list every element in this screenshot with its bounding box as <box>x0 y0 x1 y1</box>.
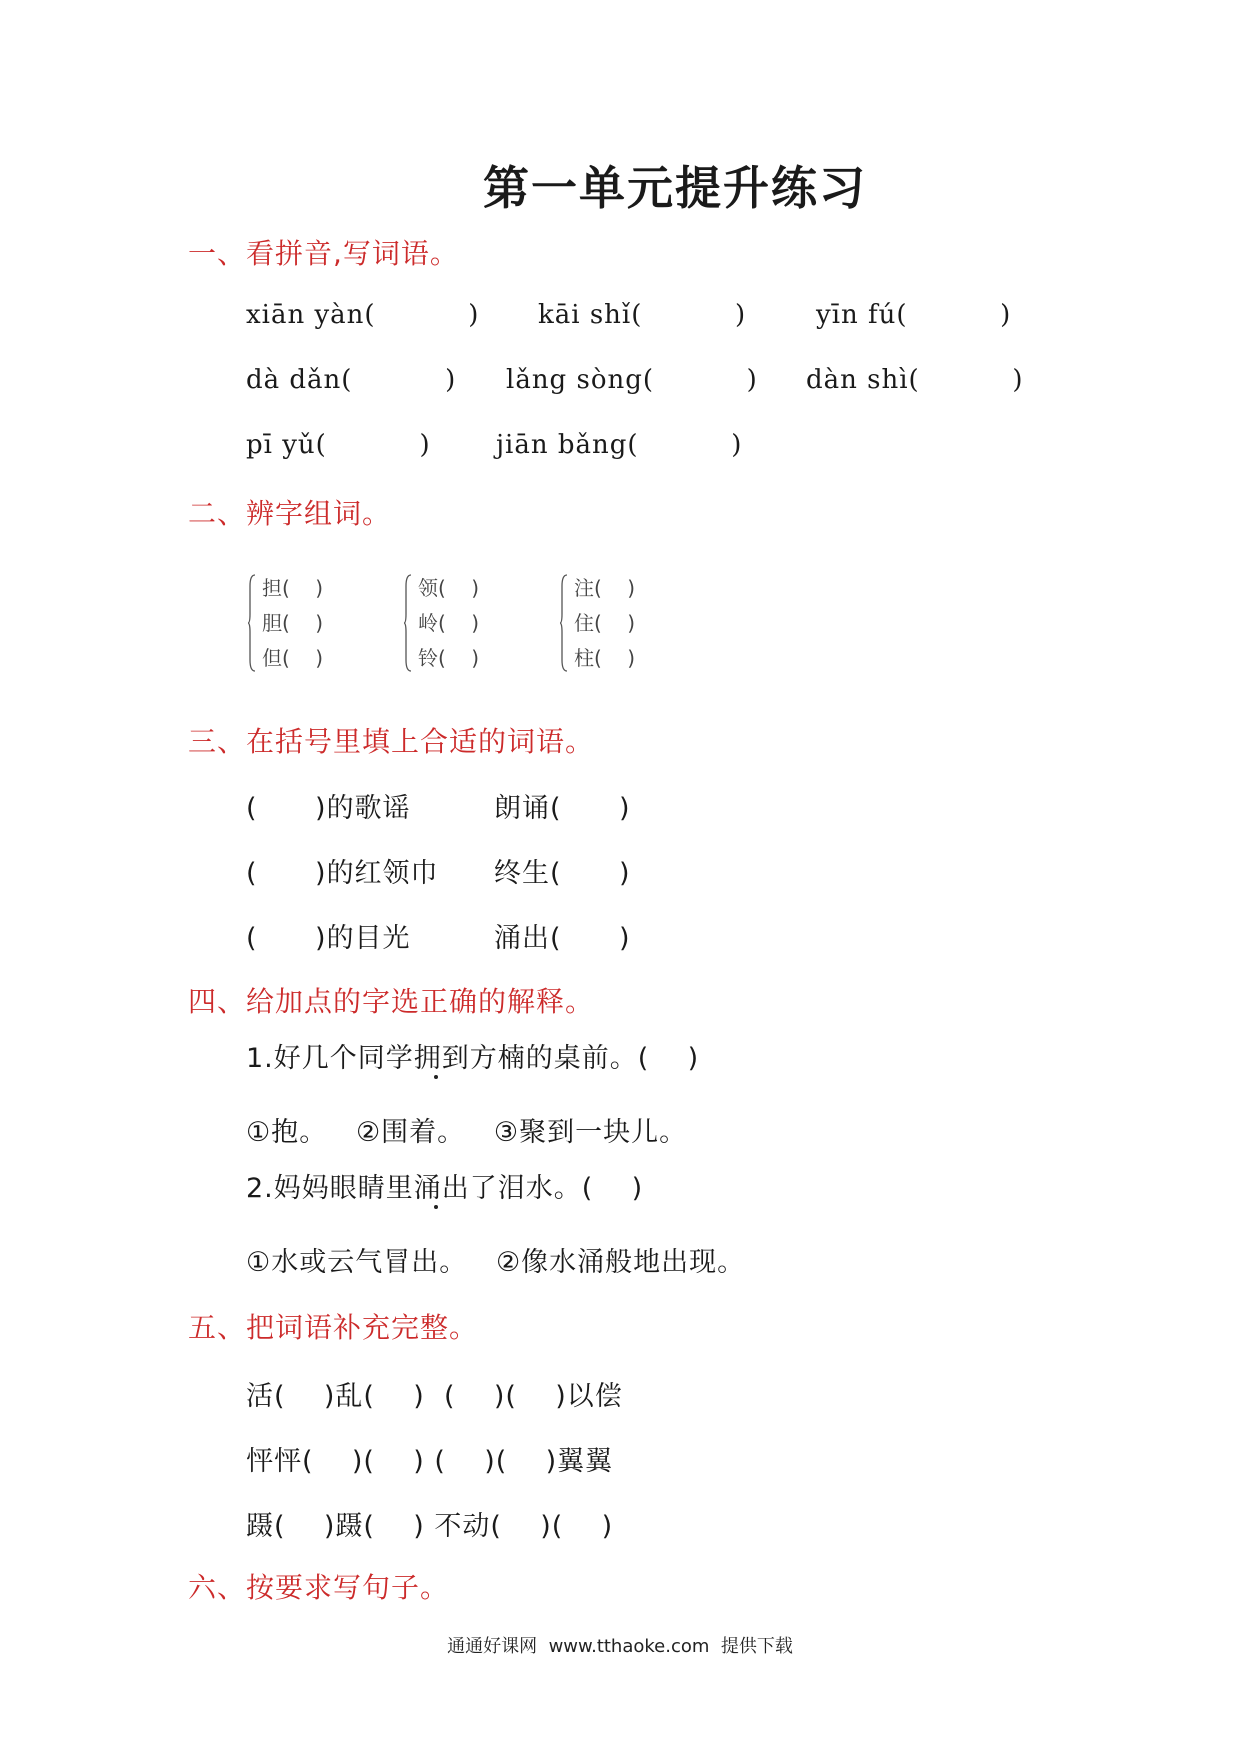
question-1-options: ①抱。 ②围着。 ③聚到一块儿。 <box>246 1117 688 1148</box>
char-item: 注( ) <box>574 576 636 600</box>
pinyin-item: pī yǔ( ) <box>246 430 431 460</box>
page-footer: 通通好课网 www.tthaoke.com 提供下载 <box>447 1636 793 1657</box>
fill-item: ( )的歌谣 <box>246 793 411 824</box>
pinyin-item: jiān bǎng( ) <box>496 430 743 460</box>
pinyin-item: lǎng sòng( ) <box>506 365 758 395</box>
emphasis-dot <box>434 1205 438 1209</box>
fill-item: ( )的红领巾 <box>246 858 439 889</box>
char-group-1 <box>248 572 358 676</box>
section-6-heading: 六、按要求写句子。 <box>188 1571 450 1604</box>
pinyin-item: dàn shì( ) <box>806 365 1024 395</box>
char-item: 胆( ) <box>262 611 324 635</box>
fill-item: 涌出( ) <box>494 923 631 954</box>
fill-item: 终生( ) <box>494 858 631 889</box>
char-item: 领( ) <box>418 576 480 600</box>
fill-item: 朗诵( ) <box>494 793 631 824</box>
section-4-heading: 四、给加点的字选正确的解释。 <box>188 985 595 1018</box>
section-1-heading: 一、看拼音,写词语。 <box>188 237 459 270</box>
pinyin-item: dà dǎn( ) <box>246 365 457 395</box>
section-5-heading: 五、把词语补充完整。 <box>188 1311 479 1344</box>
char-item: 铃( ) <box>418 646 480 670</box>
section-3-heading: 三、在括号里填上合适的词语。 <box>188 725 595 758</box>
char-item: 但( ) <box>262 646 324 670</box>
pinyin-item: yīn fú( ) <box>816 300 1012 330</box>
char-group-3 <box>560 572 670 676</box>
char-group-2 <box>404 572 514 676</box>
idiom-row: 怦怦( )( ) ( )( )翼翼 <box>246 1446 614 1477</box>
char-item: 住( ) <box>574 611 636 635</box>
fill-item: ( )的目光 <box>246 923 411 954</box>
page-title: 第一单元提升练习 <box>483 161 867 215</box>
brace-icon <box>560 574 568 672</box>
brace-icon <box>404 574 412 672</box>
idiom-row: 活( )乱( ) ( )( )以偿 <box>246 1381 623 1412</box>
pinyin-item: kāi shǐ( ) <box>538 300 747 330</box>
char-item: 担( ) <box>262 576 324 600</box>
question-1: 1.好几个同学拥到方楠的桌前。( ) <box>246 1043 700 1074</box>
pinyin-item: xiān yàn( ) <box>246 300 480 330</box>
section-2-heading: 二、辨字组词。 <box>188 497 392 530</box>
brace-icon <box>248 574 256 672</box>
question-2: 2.妈妈眼睛里涌出了泪水。( ) <box>246 1173 644 1204</box>
char-item: 柱( ) <box>574 646 636 670</box>
char-item: 岭( ) <box>418 611 480 635</box>
emphasis-dot <box>434 1075 438 1079</box>
idiom-row: 蹑( )蹑( ) 不动( )( ) <box>246 1511 614 1542</box>
question-2-options: ①水或云气冒出。 ②像水涌般地出现。 <box>246 1247 746 1278</box>
